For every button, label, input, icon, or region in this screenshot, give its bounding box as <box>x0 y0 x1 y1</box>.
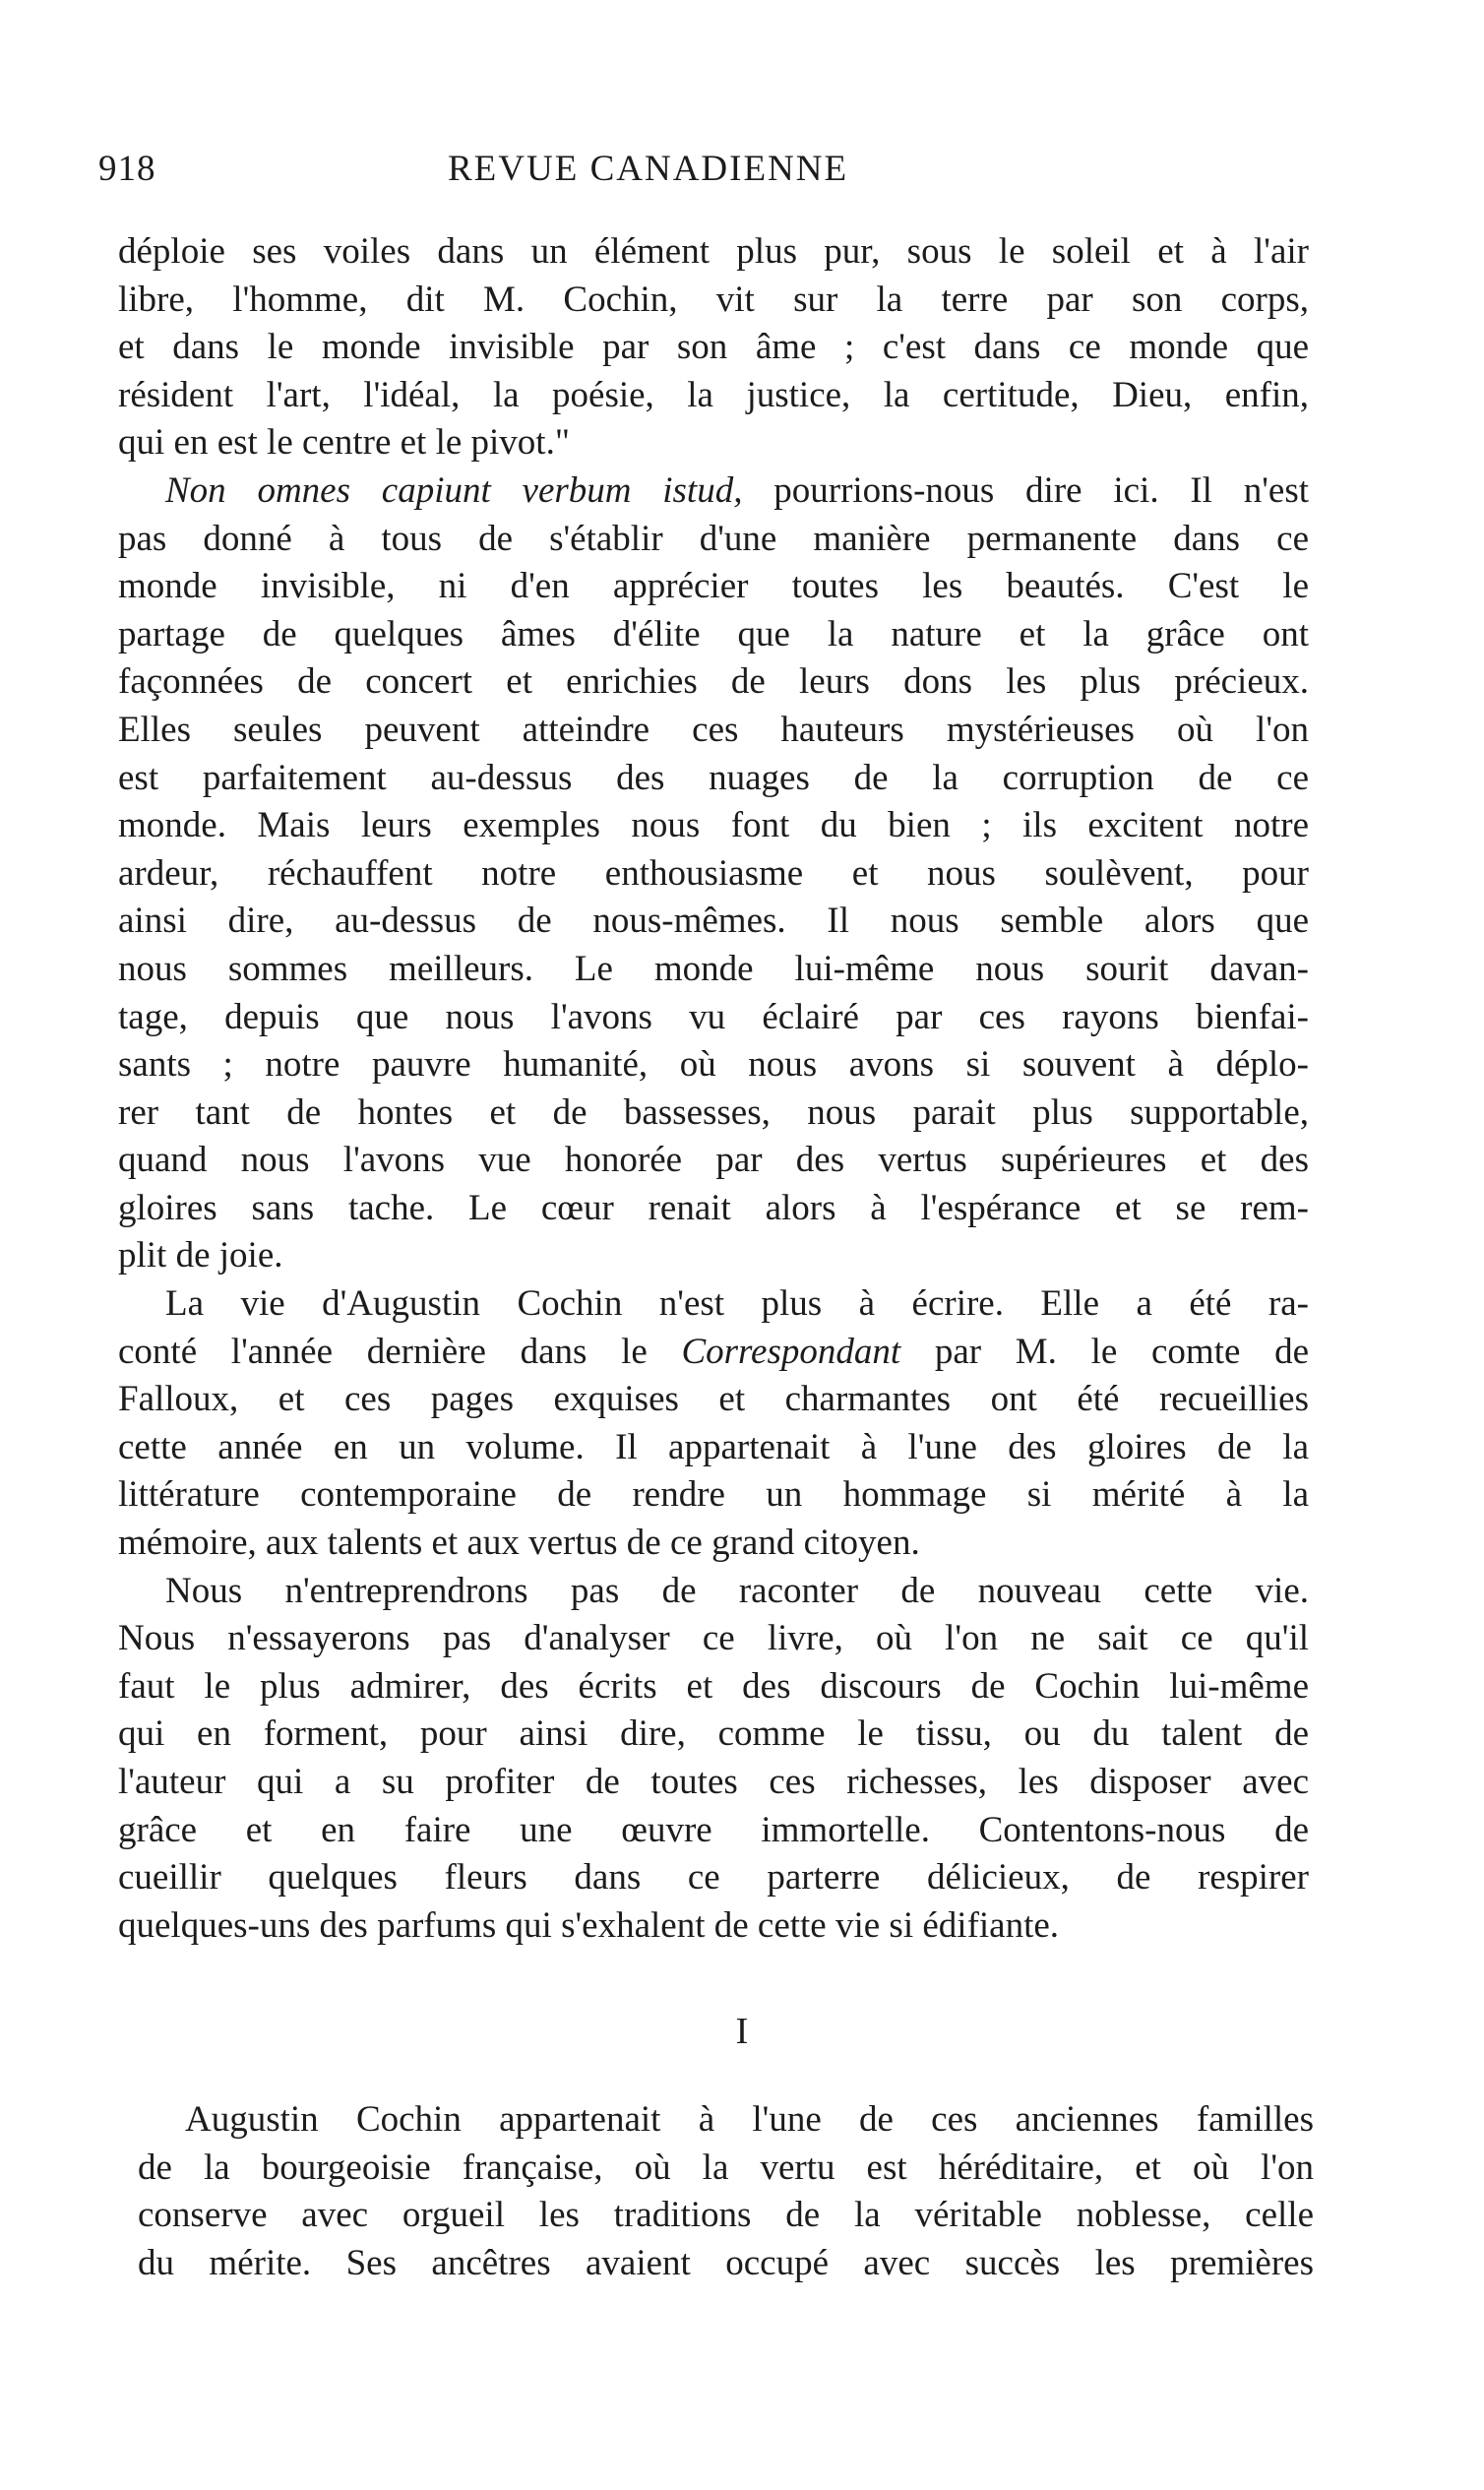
text-line: Augustin Cochin appartenait à l'une de ces anciennes familles <box>185 2099 1314 2140</box>
section-paragraph <box>138 2096 1314 2287</box>
text-line: façonnées de concert et enrichies de leurs dons les plus précieux. <box>118 661 1309 703</box>
text-line: pas donné à tous de s'établir d'une manière permanente dans ce <box>118 518 1309 559</box>
text-line: tage, depuis que nous l'avons vu éclairé par ces rayons bienfai- <box>118 996 1309 1037</box>
text-line: La vie d'Augustin Cochin n'est plus à écrire. Elle a été ra- <box>165 1283 1309 1325</box>
text-line: libre, l'homme, dit M. Cochin, vit sur la terre par son corps, <box>118 279 1309 320</box>
paragraph-4 <box>118 1568 1309 1951</box>
text-line: rer tant de hontes et de bassesses, nous parait plus supportable, <box>118 1091 1309 1133</box>
text-line: et dans le monde invisible par son âme ; c'est dans ce monde que <box>118 327 1309 368</box>
journal-title: REVUE CANADIENNE <box>448 149 849 189</box>
text-line: faut le plus admirer, des écrits et des discours de Cochin lui-même <box>118 1665 1309 1707</box>
latin-quote: Non omnes capiunt verbum istud, <box>165 469 743 511</box>
text-line: nous sommes meilleurs. Le monde lui-même nous sourit davan- <box>118 948 1309 989</box>
text-line: l'auteur qui a su profiter de toutes ces richesses, les disposer avec <box>118 1762 1309 1802</box>
journal-reference: Correspondant <box>681 1331 901 1372</box>
text-line: qui en forment, pour ainsi dire, comme le tissu, ou du talent de <box>118 1713 1309 1755</box>
text-line: résident l'art, l'idéal, la poésie, la justice, la certitude, Dieu, enfin, <box>118 374 1309 415</box>
text-line: monde invisible, ni d'en apprécier toutes les beautés. C'est le <box>118 566 1309 607</box>
text-line: monde. Mais leurs exemples nous font du bien ; ils excitent notre <box>118 805 1309 846</box>
text-line: cette année en un volume. Il appartenait à l'une des gloires de la <box>118 1426 1309 1467</box>
text-line: sants ; notre pauvre humanité, où nous avons si souvent à déplo- <box>118 1044 1309 1086</box>
text-line: plit de joie. <box>118 1235 283 1276</box>
text-fragment: par M. le comte de <box>900 1331 1309 1372</box>
text-line: partage de quelques âmes d'élite que la nature et la grâce ont <box>118 613 1309 654</box>
text-line: ainsi dire, au-dessus de nous-mêmes. Il nous semble alors que <box>118 901 1309 942</box>
text-line: gloires sans tache. Le cœur renait alors à l'espérance et se rem- <box>118 1187 1309 1228</box>
text-line: Nous n'entreprendrons pas de raconter de nouveau cette vie. <box>165 1570 1309 1611</box>
text-line: du mérite. Ses ancêtres avaient occupé avec succès les premières <box>138 2242 1314 2283</box>
text-line: ardeur, réchauffent notre enthousiasme et nous soulèvent, pour <box>118 852 1309 894</box>
text-line: mémoire, aux talents et aux vertus de ce grand citoyen. <box>118 1523 920 1564</box>
body-text <box>118 228 1309 1950</box>
text-line <box>118 467 1309 516</box>
text-line: Falloux, et ces pages exquises et charmantes ont été recueillies <box>118 1379 1309 1420</box>
text-line: conserve avec orgueil les traditions de la véritable noblesse, celle <box>138 2195 1314 2236</box>
text-line: déploie ses voiles dans un élément plus pur, sous le soleil et à l'air <box>118 231 1309 272</box>
text-line: quelques-uns des parfums qui s'exhalent de cette vie si édifiante. <box>118 1904 1060 1946</box>
text-fragment: pourrions-nous dire ici. Il n'est <box>742 469 1309 511</box>
paragraph-3 <box>118 1280 1309 1568</box>
paragraph-1 <box>118 228 1309 467</box>
text-line <box>118 1329 1309 1377</box>
text-line: littérature contemporaine de rendre un hommage si mérité à la <box>118 1474 1309 1516</box>
text-line: Nous n'essayerons pas d'analyser ce livre, où l'on ne sait ce qu'il <box>118 1618 1309 1659</box>
page-number: 918 <box>98 149 156 189</box>
text-line: Elles seules peuvent atteindre ces hauteurs mystérieuses où l'on <box>118 709 1309 750</box>
text-line: quand nous l'avons vue honorée par des vertus supérieures et des <box>118 1140 1309 1181</box>
text-line: cueillir quelques fleurs dans ce parterre délicieux, de respirer <box>118 1857 1309 1899</box>
text-fragment: conté l'année dernière dans le <box>118 1331 682 1372</box>
text-line: de la bourgeoisie française, où la vertu est héréditaire, et où l'on <box>138 2147 1314 2188</box>
section-heading: I <box>735 2011 749 2052</box>
text-line: qui en est le centre et le pivot." <box>118 422 570 464</box>
text-line: est parfaitement au-dessus des nuages de la corruption de ce <box>118 757 1309 798</box>
text-line: grâce et en faire une œuvre immortelle. Contentons-nous de <box>118 1809 1309 1850</box>
paragraph-2 <box>118 467 1309 1280</box>
running-head <box>98 148 1309 197</box>
